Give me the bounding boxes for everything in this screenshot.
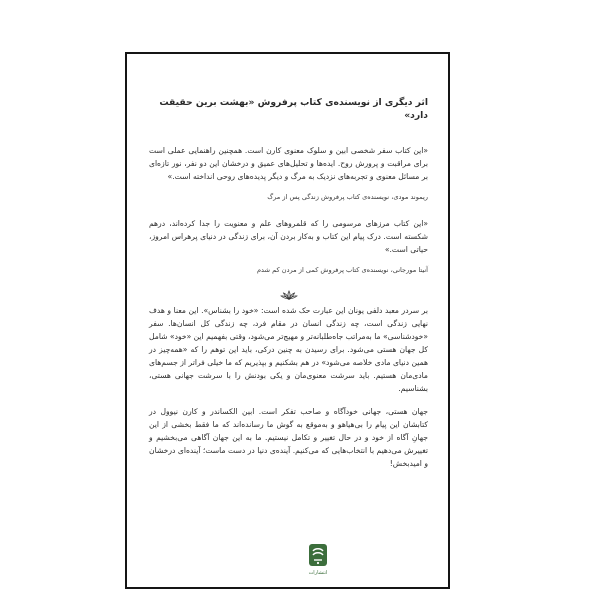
book-page [125,52,450,589]
endorsement-quote-2: «این کتاب مرزهای مرسومی را که قلمروهای علم و معنویت را جدا کرده‌اند، درهم شکسته است. درک پیام این کتاب و به‌کار بردن آن، برای زندگی در دنیای پرهراس امروز، حیاتی است.» [149,219,428,254]
page-title: اثر دیگری از نویسنده‌ی کتاب پرفروش «بهشت برین حقیقت دارد» [159,97,428,121]
endorsement-quote-1: «این کتاب سفر شخصی ابین و سلوک معنوی کارن است. همچنین راهنمایی عملی است برای مراقبت و پرورش روح. ایده‌ها و تحلیل‌های عمیق و درخشان این دو نفر، نور تازه‌ای بر مسائل معنوی و تجربه‌های نزدیک به مرگ و دیگر پدیده‌های روحی انداخته است.» [149,146,428,181]
lotus-ornament-icon [149,290,428,300]
body-paragraph-1: بر سردر معبد دلفی یونان این عبارت حک شده است: «خود را بشناس». این معنا و هدف نهایی زندگی است، چه زندگی انسان در مقام فرد، چه زندگی کل انسان‌ها. سفر «خودشناسی» ما به‌مراتب جاه‌طلبانه‌تر و مهیج‌تر می‌شود، وقتی بفهمیم این «خود» شامل کل جهان هستی می‌شود. برای رسیدن به چنین درکی، باید این توهم را که «همه‌چیز در همین دنیای مادی خلاصه می‌شود» در هم بشکنیم و بپذیریم که ما خیلی فراتر از جسم‌های مادی‌مان هستیم. باید سرشت معنوی‌مان و یکی بودنش را با سرشت جهانی هستی، بشناسیم. [149,306,428,393]
body-paragraph-2: جهان هستی، جهانی خودآگاه و صاحب تفکر است. ابین الکساندر و کارن نیوول در کتابشان این پیام را بی‌هیاهو و به‌موقع به گوش ما رسانده‌اند که ما فقط بخشی از این جهانِ آگاه از خود و در حال تغییر و تکامل نیستیم. ما به این جهان آگاهی می‌بخشیم و تغییرش می‌دهیم با انتخاب‌هایی که می‌کنیم. آینده‌ی دنیا در دست ماست؛ آینده‌ای درخشان و امیدبخش! [149,407,428,468]
publisher-caption: انتشارات [308,570,328,576]
endorsement-attribution-1: ریموند مودی، نویسنده‌ی کتاب پرفروش زندگی پس از مرگ [267,193,428,201]
page-content [149,96,428,480]
publisher-logo-icon [307,542,329,568]
endorsement-attribution-2: آنیتا مورجانی، نویسنده‌ی کتاب پرفروش کمی از مردن کم شدم [256,266,428,274]
